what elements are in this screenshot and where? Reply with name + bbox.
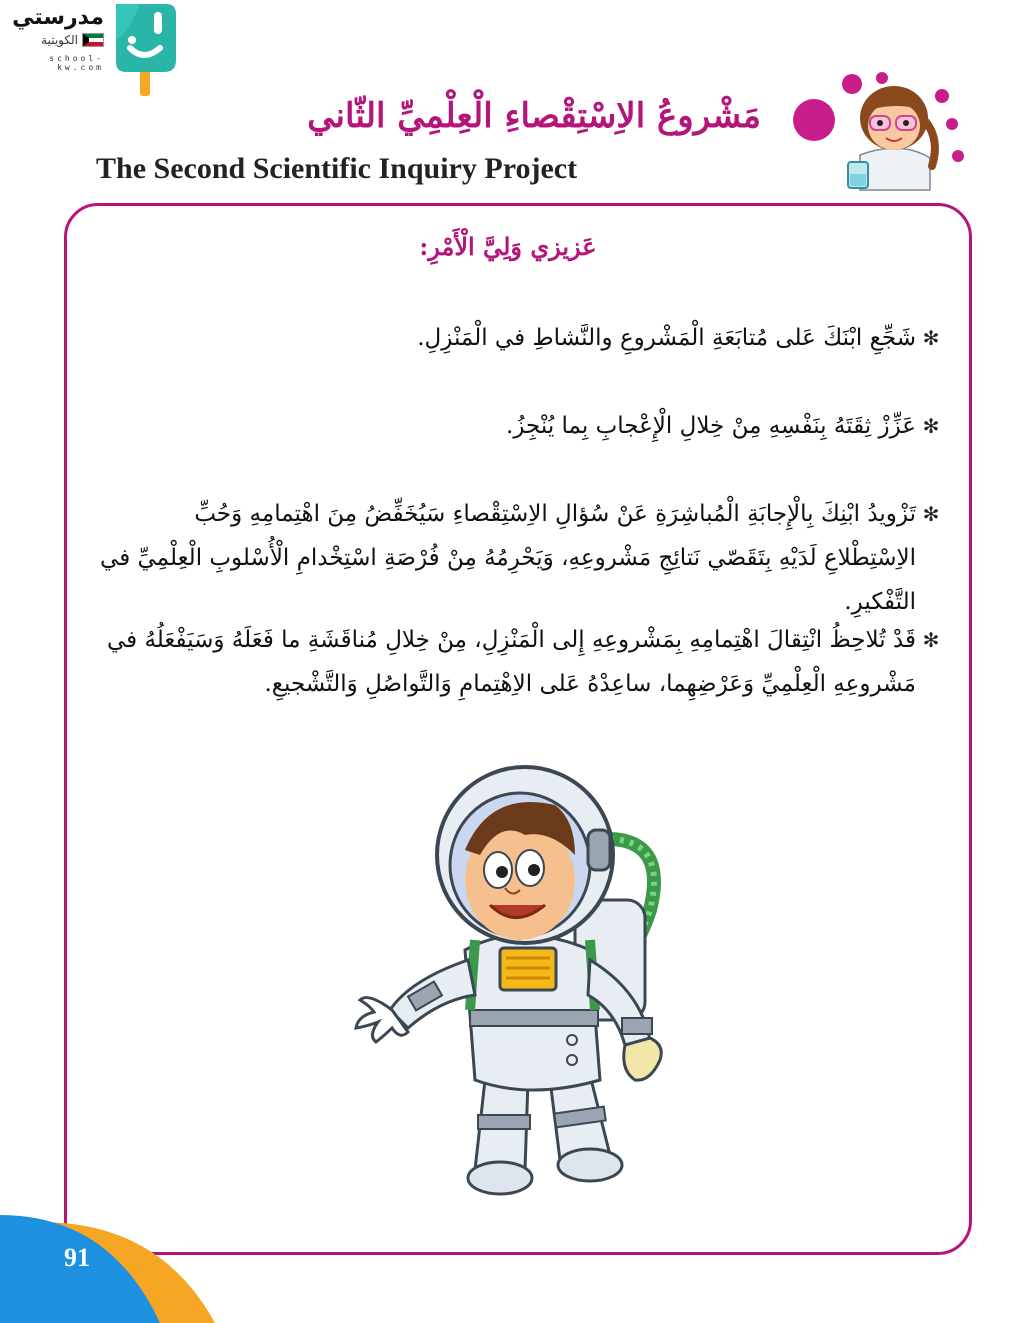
kuwait-flag-icon: [82, 33, 104, 47]
scientist-girl-illustration: [790, 70, 980, 195]
logo-subtitle: الكويتية: [41, 33, 78, 47]
list-item-text: شَجِّعِ ابْنَكَ عَلى مُتابَعَةِ الْمَشْروعِ والنَّشاطِ في الْمَنْزِلِ.: [417, 325, 916, 351]
list-item: [96, 316, 946, 360]
page-number: 91: [64, 1243, 90, 1272]
logo-mark-icon: [110, 0, 182, 100]
list-item-text: عَزِّزْ ثِقَتَهُ بِنَفْسِهِ مِنْ خِلالِ الْإِعْجابِ بِما يُنْجِزُ.: [506, 413, 916, 439]
list-item: [96, 618, 946, 706]
bullet-star-icon: ✻: [922, 502, 940, 526]
list-item: [96, 404, 946, 448]
page-title-english: The Second Scientific Inquiry Project: [96, 152, 578, 185]
logo-name: مدرستي: [12, 5, 104, 30]
bullet-star-icon: ✻: [922, 414, 940, 438]
school-logo: [0, 0, 190, 100]
list-item-text: تَزْويدُ ابْنِكَ بِالْإِجابَةِ الْمُباشِرَةِ عَنْ سُؤالِ الاِسْتِقْصاءِ سَيُخَفِّضُ مِنَ اهْتِمامِهِ وَحُبِّ الاِسْتِطْلاعِ لَدَيْهِ بِتَقَصّي نَتائِجِ مَشْروعِهِ، وَيَحْرِمُهُ مِنْ فُرْصَةِ اسْتِخْدامِ الْأُسْلوبِ الْعِلْمِيِّ في التَّفْكيرِ.: [100, 501, 916, 615]
list-item-text: قَدْ تُلاحِظُ انْتِقالَ اهْتِمامِهِ بِمَشْروعِهِ إِلى الْمَنْزِلِ، مِنْ خِلالِ مُناقَشَةِ ما فَعَلَهُ وَسَيَفْعَلُهُ في مَشْروعِهِ الْعِلْمِيِّ وَعَرْضِهِما، ساعِدْهُ عَلى الاِهْتِمامِ وَالتَّواصُلِ وَالتَّشْجيعِ.: [107, 627, 916, 697]
astronaut-boy-illustration: [350, 760, 690, 1200]
bullet-star-icon: ✻: [922, 326, 940, 350]
page-title-arabic: مَشْروعُ الاِسْتِقْصاءِ الْعِلْمِيِّ الثّاني: [307, 96, 761, 136]
logo-subtitle-row: [4, 32, 104, 48]
page-corner-decoration: [0, 1195, 240, 1323]
logo-url: school-kw.com: [49, 54, 104, 72]
bullet-star-icon: ✻: [922, 628, 940, 652]
logo-text: [4, 4, 104, 72]
greeting-heading: عَزيزي وَلِيَّ الْأَمْرِ:: [419, 232, 597, 261]
list-item: [96, 492, 946, 624]
